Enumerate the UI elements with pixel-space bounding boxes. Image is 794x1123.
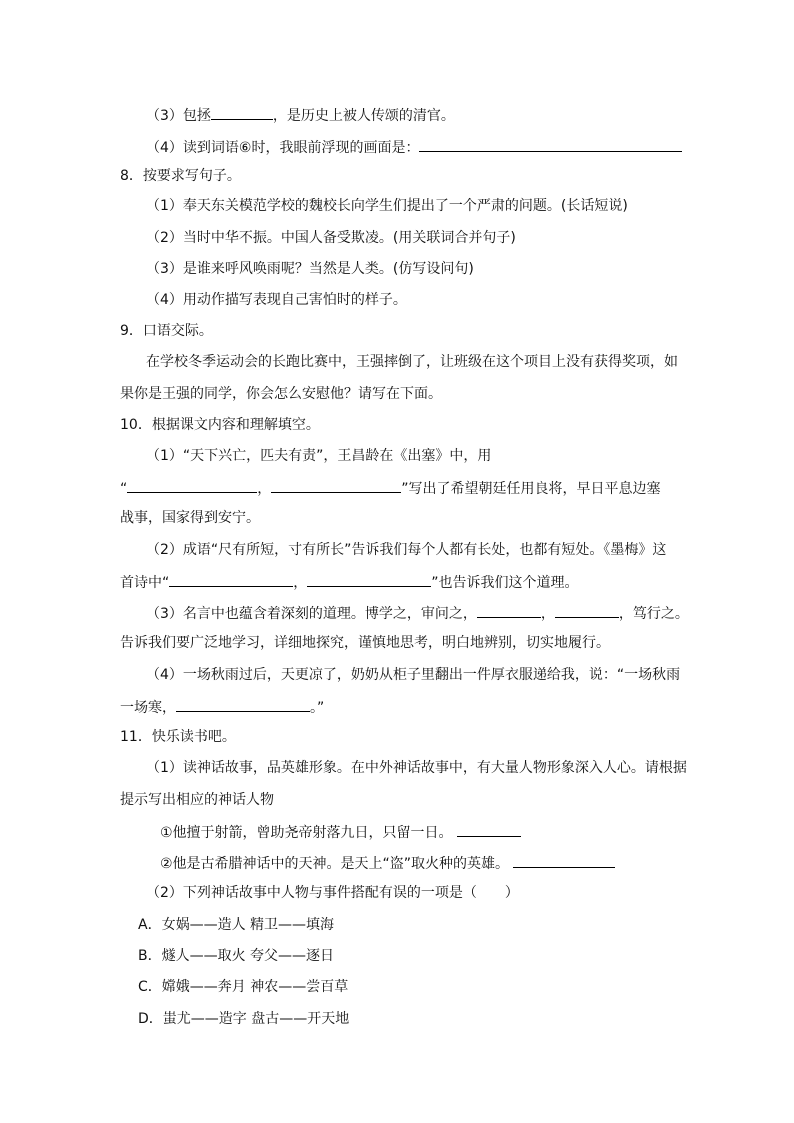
- q10-item1-blank-2[interactable]: [271, 478, 401, 493]
- q10-item1-line1: （1）“天下兴亡，匹夫有责”，王昌龄在《出塞》中，用: [146, 448, 492, 464]
- q10-item2-blank-2[interactable]: [307, 572, 431, 587]
- q10-item1-blank-1[interactable]: [127, 478, 257, 493]
- q11-clue-1-text: ①他擅于射箭，曾助尧帝射落九日，只留一日。: [160, 825, 453, 841]
- q10-item1-line3: 战事，国家得到安宁。: [120, 510, 260, 526]
- q9-line-1: 在学校冬季运动会的长跑比赛中，王强摔倒了，让班级在这个项目上没有获得奖项，如: [146, 354, 678, 370]
- q10-item4-blank[interactable]: [176, 697, 310, 712]
- q11-option-d[interactable]: D．蚩尤——造字 盘古——开天地: [138, 1011, 350, 1027]
- q7-item3-blank[interactable]: [211, 105, 273, 120]
- q8-item-1: （1）奉天东关模范学校的魏校长向学生们提出了一个严肃的问题。(长话短说): [146, 198, 628, 214]
- q10-item2-line1: （2）成语“尺有所短，寸有所长”告诉我们每个人都有长处，也都有短处。《墨梅》这: [146, 542, 667, 558]
- q7-item4-blank[interactable]: [419, 137, 682, 152]
- q10-item3-before: （3）名言中也蕴含着深刻的道理。博学之，审问之，: [146, 606, 477, 622]
- q10-item4-before: 一场寒，: [120, 700, 176, 716]
- q9-line-2: 果你是王强的同学，你会怎么安慰他？请写在下面。: [120, 386, 442, 402]
- q10-item1-after: ”写出了希望朝廷任用良将，早日平息边塞: [401, 481, 661, 497]
- q10-item3-blank-1[interactable]: [477, 603, 541, 618]
- q11-clue-2: [160, 853, 615, 871]
- q10-item3-after: ，笃行之。: [618, 606, 689, 622]
- q7-item3-before: （3）包拯: [146, 108, 211, 124]
- q11-option-c[interactable]: C．嫦娥——奔月 神农——尝百草: [138, 979, 349, 995]
- q7-item3: [146, 105, 455, 123]
- q9-title: 9．口语交际。: [120, 323, 213, 339]
- q10-item3-comma: ，: [540, 606, 555, 622]
- q10-item2-line2: [120, 572, 579, 590]
- q10-item4-after: 。”: [310, 700, 325, 716]
- q10-item4-line2: [120, 697, 324, 715]
- q10-item4-line1: （4）一场秋雨过后，天更凉了，奶奶从柜子里翻出一件厚衣服递给我，说：“一场秋雨: [146, 667, 681, 683]
- q11-title: 11．快乐读书吧。: [120, 729, 236, 745]
- q11-clue-2-blank[interactable]: [513, 853, 615, 868]
- q11-clue-2-text: ②他是古希腊神话中的天神。是天上“盗”取火种的英雄。: [160, 856, 510, 872]
- q10-item3-line1: [146, 603, 689, 621]
- q10-item1-line2: [120, 478, 661, 496]
- q10-title: 10．根据课文内容和理解填空。: [120, 417, 320, 433]
- q11-option-a[interactable]: A．女娲——造人 精卫——填海: [138, 917, 335, 933]
- q11-item1-line1: （1）读神话故事，品英雄形象。在中外神话故事中，有大量人物形象深入人心。请根据: [146, 760, 687, 776]
- q10-item3-line2: 告诉我们要广泛地学习，详细地探究，谨慎地思考，明白地辨别，切实地履行。: [120, 635, 610, 651]
- q8-title: 8．按要求写句子。: [120, 168, 241, 184]
- q10-item1-comma: ，: [257, 481, 272, 497]
- q10-item2-before: 首诗中“: [120, 575, 170, 591]
- q10-item1-open-quote: “: [120, 481, 128, 497]
- q10-item3-blank-2[interactable]: [555, 603, 619, 618]
- q8-item-2: （2）当时中华不振。中国人备受欺凌。(用关联词合并句子): [146, 230, 516, 246]
- q8-item-3: （3）是谁来呼风唤雨呢？当然是人类。(仿写设问句): [146, 261, 474, 277]
- q11-item2: （2）下列神话故事中人物与事件搭配有误的一项是（ ）: [146, 885, 519, 901]
- q7-item4: [146, 137, 682, 155]
- q7-item3-after: ，是历史上被人传颂的清官。: [272, 108, 455, 124]
- q11-clue-1-blank[interactable]: [457, 822, 521, 837]
- q8-item-4: （4）用动作描写表现自己害怕时的样子。: [146, 292, 407, 308]
- q7-item4-text: （4）读到词语⑥时，我眼前浮现的画面是：: [146, 140, 420, 156]
- q10-item2-blank-1[interactable]: [169, 572, 293, 587]
- q11-item1-line2: 提示写出相应的神话人物: [120, 792, 274, 808]
- q11-clue-1: [160, 822, 521, 840]
- q10-item2-comma: ，: [293, 575, 308, 591]
- q10-item2-after: ”也告诉我们这个道理。: [431, 575, 579, 591]
- q11-option-b[interactable]: B．燧人——取火 夸父——逐日: [138, 948, 335, 964]
